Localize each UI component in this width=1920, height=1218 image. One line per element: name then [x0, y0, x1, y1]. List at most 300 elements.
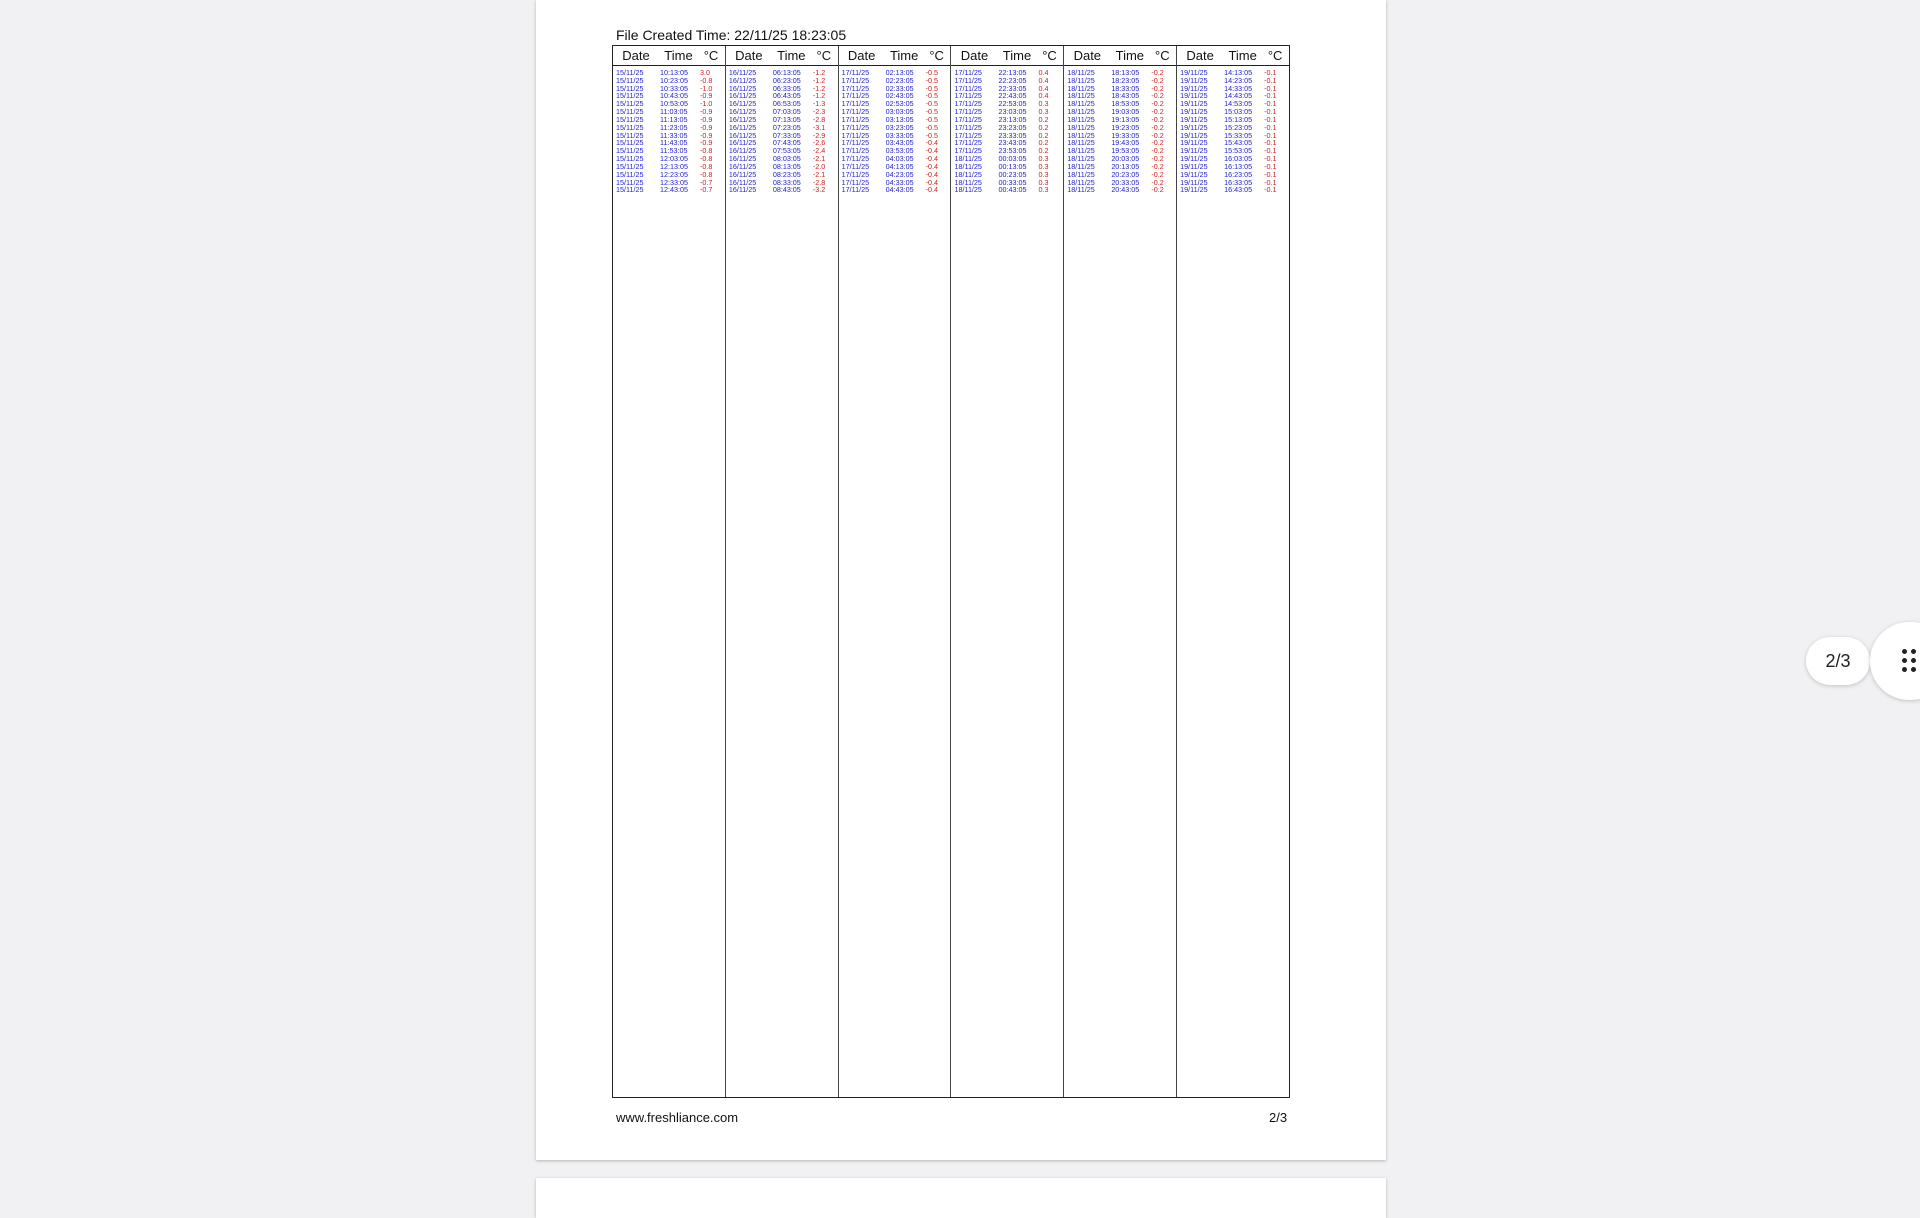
date-cell: 19/11/25 — [1180, 114, 1208, 124]
time-cell: 19:13:05 — [1111, 114, 1140, 124]
temp-cell: 0.4 — [1038, 68, 1049, 77]
time-cell: 06:23:05 — [772, 75, 801, 85]
date-cell: 15/11/25 — [616, 154, 644, 164]
date-header: Date — [1186, 48, 1214, 63]
date-cell: 17/11/25 — [954, 99, 982, 109]
time-cell: 12:03:05 — [660, 154, 688, 164]
date-cell: 18/11/25 — [1067, 99, 1095, 109]
temp-cell: -0.1 — [1264, 169, 1277, 179]
temp-cell: -0.8 — [700, 169, 713, 179]
log-rows — [729, 69, 836, 1095]
temp-header: °C — [1267, 48, 1283, 63]
temp-cell: -0.5 — [925, 83, 939, 93]
temp-cell: 0.2 — [1038, 114, 1049, 124]
time-cell: 12:33:05 — [660, 177, 688, 187]
temp-cell: -0.4 — [925, 161, 939, 171]
temp-cell: 0.3 — [1038, 161, 1049, 171]
date-cell: 15/11/25 — [616, 161, 644, 171]
time-cell: 12:13:05 — [660, 161, 688, 171]
temp-cell: -1.2 — [812, 75, 826, 85]
date-cell: 17/11/25 — [954, 138, 982, 148]
date-cell: 15/11/25 — [616, 107, 644, 117]
time-cell: 16:33:05 — [1224, 177, 1253, 187]
temp-cell: -1.2 — [812, 83, 826, 93]
date-cell: 15/11/25 — [616, 130, 644, 140]
date-cell: 17/11/25 — [954, 91, 982, 101]
log-row — [842, 186, 949, 194]
date-cell: 17/11/25 — [841, 161, 870, 171]
temp-cell: 3.0 — [700, 68, 710, 77]
time-cell: 08:43:05 — [772, 185, 801, 195]
time-header: Time — [1115, 48, 1145, 63]
date-cell: 16/11/25 — [728, 130, 757, 140]
time-cell: 07:53:05 — [772, 146, 801, 156]
temp-cell: -0.1 — [1264, 91, 1277, 101]
time-cell: 02:23:05 — [885, 75, 914, 85]
temp-cell: 0.2 — [1038, 146, 1049, 156]
date-cell: 15/11/25 — [616, 169, 644, 179]
time-cell: 04:23:05 — [885, 169, 914, 179]
date-cell: 15/11/25 — [616, 185, 644, 195]
time-cell: 15:53:05 — [1224, 146, 1253, 156]
time-cell: 19:43:05 — [1111, 138, 1140, 148]
time-cell: 07:03:05 — [772, 107, 801, 117]
time-cell: 15:43:05 — [1224, 138, 1253, 148]
date-cell: 18/11/25 — [1067, 114, 1095, 124]
temp-cell: -0.2 — [1151, 177, 1164, 187]
temp-cell: -0.2 — [1151, 75, 1164, 85]
footer-website: www.freshliance.com — [616, 1110, 739, 1125]
time-cell: 02:13:05 — [885, 68, 914, 77]
temp-cell: -2.3 — [812, 107, 826, 117]
time-cell: 20:03:05 — [1111, 154, 1140, 164]
date-cell: 16/11/25 — [728, 91, 757, 101]
date-cell: 18/11/25 — [1067, 146, 1095, 156]
time-cell: 22:23:05 — [998, 75, 1027, 85]
time-cell: 06:53:05 — [772, 99, 801, 109]
time-cell: 03:03:05 — [885, 107, 914, 117]
temp-header: °C — [929, 48, 944, 63]
date-cell: 18/11/25 — [1067, 161, 1095, 171]
date-cell: 19/11/25 — [1180, 138, 1208, 148]
date-cell: 18/11/25 — [954, 169, 982, 179]
date-cell: 17/11/25 — [954, 122, 982, 132]
date-cell: 18/11/25 — [1067, 122, 1095, 132]
temp-cell: -0.1 — [1264, 185, 1277, 195]
temp-cell: -0.5 — [925, 68, 939, 77]
time-cell: 00:43:05 — [998, 185, 1027, 195]
log-row — [1067, 186, 1174, 194]
date-cell: 15/11/25 — [616, 146, 644, 156]
temp-cell: -0.4 — [925, 177, 939, 187]
temp-cell: -0.2 — [1151, 169, 1164, 179]
temp-cell: -0.1 — [1264, 68, 1277, 77]
date-cell: 18/11/25 — [1067, 177, 1095, 187]
date-cell: 18/11/25 — [1067, 185, 1095, 195]
date-cell: 15/11/25 — [616, 91, 644, 101]
time-cell: 18:13:05 — [1111, 68, 1140, 77]
log-rows — [1180, 69, 1287, 1095]
time-cell: 16:43:05 — [1224, 185, 1253, 195]
temp-cell: -2.1 — [812, 154, 826, 164]
date-header: Date — [1073, 48, 1102, 63]
time-cell: 18:23:05 — [1111, 75, 1140, 85]
date-cell: 19/11/25 — [1180, 107, 1208, 117]
temp-cell: -0.8 — [700, 75, 713, 85]
temp-cell: -0.2 — [1151, 83, 1164, 93]
temp-header: °C — [1155, 48, 1170, 63]
date-cell: 17/11/25 — [841, 169, 870, 179]
temp-cell: -0.1 — [1264, 177, 1277, 187]
temp-cell: -0.8 — [700, 154, 713, 164]
temp-cell: -2.4 — [812, 146, 826, 156]
log-column — [1177, 46, 1289, 1097]
time-cell: 19:33:05 — [1111, 130, 1140, 140]
temp-cell: -0.1 — [1264, 99, 1277, 109]
temp-cell: -0.2 — [1151, 154, 1164, 164]
date-cell: 16/11/25 — [728, 161, 757, 171]
time-cell: 14:33:05 — [1224, 83, 1253, 93]
time-cell: 00:33:05 — [998, 177, 1027, 187]
log-column — [839, 46, 952, 1097]
time-cell: 12:23:05 — [660, 169, 688, 179]
column-header — [726, 46, 838, 66]
time-cell: 11:23:05 — [660, 122, 688, 132]
time-cell: 10:23:05 — [660, 75, 688, 85]
date-cell: 18/11/25 — [954, 185, 982, 195]
date-cell: 16/11/25 — [728, 68, 757, 77]
date-cell: 15/11/25 — [616, 122, 644, 132]
temp-cell: -0.4 — [925, 185, 939, 195]
time-cell: 15:13:05 — [1224, 114, 1253, 124]
date-cell: 18/11/25 — [954, 154, 982, 164]
date-cell: 16/11/25 — [728, 99, 757, 109]
time-cell: 22:43:05 — [998, 91, 1027, 101]
date-cell: 19/11/25 — [1180, 185, 1208, 195]
file-created-time: File Created Time: 22/11/25 18:23:05 — [616, 27, 847, 43]
time-cell: 23:13:05 — [998, 114, 1027, 124]
temp-cell: -2.8 — [812, 114, 826, 124]
time-cell: 10:53:05 — [660, 99, 688, 109]
time-cell: 23:33:05 — [998, 130, 1027, 140]
time-cell: 14:23:05 — [1224, 75, 1253, 85]
temp-cell: -0.1 — [1264, 107, 1277, 117]
time-cell: 08:13:05 — [772, 161, 801, 171]
temp-cell: -0.9 — [700, 138, 713, 148]
temp-cell: 0.3 — [1038, 154, 1049, 164]
date-cell: 17/11/25 — [841, 138, 870, 148]
column-header — [839, 46, 951, 66]
time-cell: 03:13:05 — [885, 114, 914, 124]
date-cell: 15/11/25 — [616, 68, 644, 77]
time-cell: 23:03:05 — [998, 107, 1027, 117]
time-cell: 04:33:05 — [885, 177, 914, 187]
temp-cell: -0.1 — [1264, 146, 1277, 156]
time-cell: 08:33:05 — [772, 177, 801, 187]
time-cell: 15:33:05 — [1224, 130, 1253, 140]
log-rows — [954, 69, 1061, 1095]
temp-cell: -1.0 — [700, 83, 713, 93]
temp-cell: -0.1 — [1264, 138, 1277, 148]
date-cell: 17/11/25 — [841, 146, 870, 156]
temp-cell: -0.2 — [1151, 122, 1164, 132]
temp-cell: -0.9 — [700, 122, 713, 132]
date-cell: 16/11/25 — [728, 177, 757, 187]
time-cell: 11:33:05 — [660, 130, 688, 140]
temp-cell: -0.9 — [700, 91, 713, 101]
temp-cell: -2.0 — [812, 161, 826, 171]
date-cell: 19/11/25 — [1180, 146, 1208, 156]
time-cell: 02:43:05 — [885, 91, 914, 101]
time-cell: 07:13:05 — [772, 114, 801, 124]
time-cell: 20:13:05 — [1111, 161, 1140, 171]
date-cell: 18/11/25 — [1067, 83, 1095, 93]
date-cell: 18/11/25 — [1067, 91, 1095, 101]
time-cell: 11:43:05 — [660, 138, 688, 148]
date-header: Date — [735, 48, 763, 63]
time-cell: 03:33:05 — [885, 130, 914, 140]
date-cell: 16/11/25 — [728, 114, 757, 124]
temp-cell: -0.4 — [925, 154, 939, 164]
date-cell: 17/11/25 — [954, 83, 982, 93]
temp-cell: -0.4 — [925, 146, 939, 156]
time-cell: 18:53:05 — [1111, 99, 1140, 109]
date-cell: 18/11/25 — [1067, 130, 1095, 140]
date-cell: 17/11/25 — [841, 177, 870, 187]
date-cell: 17/11/25 — [841, 91, 870, 101]
temp-cell: 0.3 — [1038, 177, 1049, 187]
time-cell: 16:23:05 — [1224, 169, 1253, 179]
time-cell: 06:43:05 — [772, 91, 801, 101]
log-rows — [842, 69, 949, 1095]
temp-cell: 0.3 — [1038, 99, 1049, 109]
temp-header: °C — [816, 48, 832, 63]
temp-cell: -0.1 — [1264, 122, 1277, 132]
temp-cell: -0.5 — [925, 130, 939, 140]
date-cell: 19/11/25 — [1180, 177, 1208, 187]
time-cell: 10:33:05 — [660, 83, 688, 93]
temp-cell: -0.7 — [700, 177, 713, 187]
date-cell: 15/11/25 — [616, 99, 644, 109]
column-header — [613, 46, 725, 66]
date-cell: 19/11/25 — [1180, 99, 1208, 109]
time-cell: 20:33:05 — [1111, 177, 1140, 187]
temp-cell: -2.8 — [812, 177, 826, 187]
time-cell: 07:23:05 — [772, 122, 801, 132]
time-cell: 22:53:05 — [998, 99, 1027, 109]
temp-cell: -0.5 — [925, 122, 939, 132]
date-cell: 18/11/25 — [1067, 75, 1095, 85]
toolbar-toggle-button[interactable] — [1870, 622, 1920, 700]
temp-cell: -0.2 — [1151, 68, 1164, 77]
time-header: Time — [664, 48, 693, 63]
date-cell: 17/11/25 — [954, 68, 982, 77]
time-cell: 03:23:05 — [885, 122, 914, 132]
temp-cell: -3.1 — [812, 122, 826, 132]
date-cell: 18/11/25 — [954, 161, 982, 171]
temp-cell: -0.2 — [1151, 138, 1164, 148]
time-cell: 18:33:05 — [1111, 83, 1140, 93]
time-cell: 16:13:05 — [1224, 161, 1253, 171]
time-cell: 03:53:05 — [885, 146, 914, 156]
time-cell: 19:03:05 — [1111, 107, 1140, 117]
date-cell: 16/11/25 — [728, 75, 757, 85]
date-cell: 16/11/25 — [728, 169, 757, 179]
time-header: Time — [1002, 48, 1032, 63]
temp-cell: -0.8 — [700, 161, 713, 171]
time-cell: 23:53:05 — [998, 146, 1027, 156]
date-cell: 17/11/25 — [841, 122, 870, 132]
temp-cell: -0.9 — [700, 130, 713, 140]
next-pdf-page — [536, 1178, 1386, 1218]
time-cell: 07:33:05 — [772, 130, 801, 140]
date-header: Date — [960, 48, 989, 63]
temp-cell: -0.1 — [1264, 114, 1277, 124]
temp-cell: -3.2 — [812, 185, 826, 195]
temp-cell: -2.1 — [812, 169, 826, 179]
date-cell: 17/11/25 — [954, 107, 982, 117]
time-cell: 22:33:05 — [998, 83, 1027, 93]
log-row — [729, 186, 836, 194]
time-cell: 23:43:05 — [998, 138, 1027, 148]
time-cell: 00:03:05 — [998, 154, 1027, 164]
date-cell: 19/11/25 — [1180, 154, 1208, 164]
time-cell: 04:43:05 — [885, 185, 914, 195]
date-cell: 18/11/25 — [1067, 138, 1095, 148]
time-cell: 15:23:05 — [1224, 122, 1253, 132]
date-cell: 18/11/25 — [954, 177, 982, 187]
temp-header: °C — [1042, 48, 1057, 63]
temp-cell: -0.2 — [1151, 185, 1164, 195]
date-cell: 19/11/25 — [1180, 68, 1208, 77]
time-cell: 02:53:05 — [885, 99, 914, 109]
time-cell: 04:13:05 — [885, 161, 914, 171]
time-header: Time — [1228, 48, 1257, 63]
date-cell: 17/11/25 — [841, 75, 870, 85]
time-cell: 00:13:05 — [998, 161, 1027, 171]
temp-cell: -1.0 — [700, 99, 713, 109]
time-cell: 16:03:05 — [1224, 154, 1253, 164]
temp-cell: 0.4 — [1038, 75, 1049, 85]
date-cell: 16/11/25 — [728, 138, 757, 148]
date-cell: 15/11/25 — [616, 177, 644, 187]
date-cell: 19/11/25 — [1180, 83, 1208, 93]
temp-cell: -0.5 — [925, 114, 939, 124]
temp-cell: 0.3 — [1038, 169, 1049, 179]
log-rows — [616, 69, 723, 1095]
temp-cell: -1.2 — [812, 91, 826, 101]
temp-cell: -2.6 — [812, 138, 826, 148]
temp-cell: -0.4 — [925, 138, 939, 148]
time-cell: 00:23:05 — [998, 169, 1027, 179]
date-cell: 19/11/25 — [1180, 75, 1208, 85]
time-cell: 12:43:05 — [660, 185, 688, 195]
temp-cell: -0.1 — [1264, 75, 1277, 85]
temp-cell: 0.4 — [1038, 91, 1049, 101]
log-row — [954, 186, 1061, 194]
time-cell: 08:03:05 — [772, 154, 801, 164]
time-cell: 14:53:05 — [1224, 99, 1253, 109]
temp-cell: -0.5 — [925, 107, 939, 117]
temp-cell: -0.2 — [1151, 91, 1164, 101]
temp-cell: -0.2 — [1151, 99, 1164, 109]
date-cell: 18/11/25 — [1067, 169, 1095, 179]
date-cell: 15/11/25 — [616, 114, 644, 124]
time-cell: 14:13:05 — [1224, 68, 1253, 77]
time-cell: 14:43:05 — [1224, 91, 1253, 101]
pdf-page — [536, 0, 1386, 1160]
time-cell: 06:33:05 — [772, 83, 801, 93]
time-cell: 03:43:05 — [885, 138, 914, 148]
date-cell: 15/11/25 — [616, 138, 644, 148]
date-cell: 18/11/25 — [1067, 107, 1095, 117]
temp-cell: -0.9 — [700, 114, 713, 124]
temp-cell: 0.3 — [1038, 107, 1049, 117]
temp-cell: -1.3 — [812, 99, 826, 109]
footer-page-number: 2/3 — [1269, 1110, 1288, 1125]
date-cell: 18/11/25 — [1067, 68, 1095, 77]
temp-cell: 0.2 — [1038, 138, 1049, 148]
date-cell: 17/11/25 — [841, 130, 870, 140]
log-column — [726, 46, 839, 1097]
time-cell: 07:43:05 — [772, 138, 801, 148]
date-cell: 19/11/25 — [1180, 130, 1208, 140]
temp-cell: -0.2 — [1151, 161, 1164, 171]
date-cell: 19/11/25 — [1180, 161, 1208, 171]
date-cell: 15/11/25 — [616, 83, 644, 93]
temp-cell: -0.1 — [1264, 161, 1277, 171]
date-cell: 17/11/25 — [841, 185, 870, 195]
temp-cell: -2.9 — [812, 130, 826, 140]
temp-cell: -0.8 — [700, 146, 713, 156]
grip-dots-icon — [1902, 649, 1916, 673]
date-cell: 17/11/25 — [841, 154, 870, 164]
date-cell: 15/11/25 — [616, 75, 644, 85]
date-cell: 19/11/25 — [1180, 169, 1208, 179]
time-cell: 18:43:05 — [1111, 91, 1140, 101]
time-cell: 23:23:05 — [998, 122, 1027, 132]
time-cell: 22:13:05 — [998, 68, 1027, 77]
date-cell: 17/11/25 — [841, 114, 870, 124]
time-cell: 15:03:05 — [1224, 107, 1253, 117]
time-cell: 11:53:05 — [660, 146, 688, 156]
column-header — [1177, 46, 1289, 66]
temp-cell: -0.4 — [925, 169, 939, 179]
date-cell: 19/11/25 — [1180, 91, 1208, 101]
temp-cell: -0.2 — [1151, 130, 1164, 140]
temp-cell: -0.7 — [700, 185, 713, 195]
time-cell: 10:13:05 — [660, 68, 688, 77]
log-column — [1064, 46, 1177, 1097]
time-cell: 19:53:05 — [1111, 146, 1140, 156]
time-cell: 11:03:05 — [660, 107, 688, 117]
temp-cell: 0.2 — [1038, 122, 1049, 132]
temp-cell: -0.2 — [1151, 107, 1164, 117]
date-cell: 16/11/25 — [728, 146, 757, 156]
time-cell: 06:13:05 — [772, 68, 801, 77]
temp-cell: -0.2 — [1151, 146, 1164, 156]
date-cell: 17/11/25 — [954, 114, 982, 124]
temperature-log-table — [612, 45, 1290, 1098]
date-header: Date — [847, 48, 876, 63]
time-cell: 10:43:05 — [660, 91, 688, 101]
date-cell: 17/11/25 — [841, 99, 870, 109]
date-cell: 17/11/25 — [954, 146, 982, 156]
log-rows — [1067, 69, 1174, 1095]
date-cell: 17/11/25 — [954, 75, 982, 85]
date-cell: 16/11/25 — [728, 107, 757, 117]
page-indicator: 2/3 — [1806, 637, 1870, 685]
